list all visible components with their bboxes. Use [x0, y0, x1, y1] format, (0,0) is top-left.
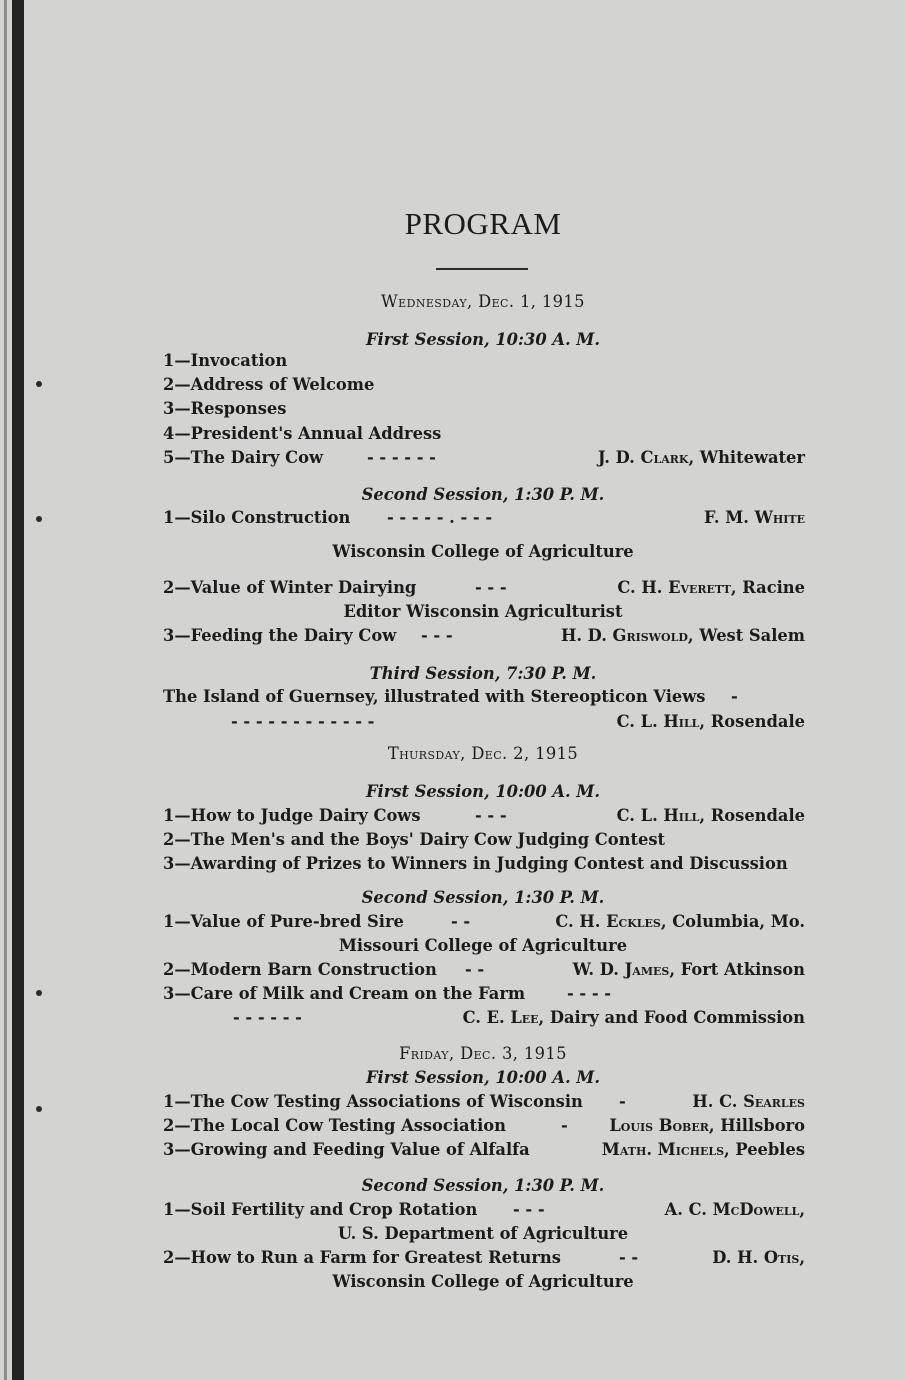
speaker-name: Louis Bober [609, 1116, 709, 1135]
affiliation: U. S. Department of Agriculture [337, 1224, 629, 1243]
speaker-name: C. L. Hill [616, 806, 700, 825]
program-item: 1—The Cow Testing Associations of Wisconsin - H. C. Searles [163, 1090, 805, 1114]
program-item: 3—Responses [163, 399, 287, 418]
program-item: 2—The Local Cow Testing Association - Louis Bober, Hillsboro [163, 1116, 805, 1135]
session-heading: First Session, 10:30 A. M. [366, 330, 600, 349]
program-item: 2—The Men's and the Boys' Dairy Cow Judging Contest [163, 830, 666, 849]
punch-hole [36, 516, 42, 522]
speaker-name: Math. Michels [601, 1140, 725, 1159]
speaker-name: A. C. McDowell, [664, 1200, 805, 1219]
speaker-name: H. C. Searles [692, 1092, 805, 1111]
affiliation: Wisconsin College of Agriculture [332, 542, 634, 561]
session-heading: Second Session, 1:30 P. M. [361, 485, 605, 504]
speaker-name: D. H. Otis, [712, 1248, 805, 1267]
day-heading-wednesday: Wednesday, Dec. 1, 1915 [381, 292, 585, 311]
speaker-name: W. D. James [572, 960, 670, 979]
speaker-name: H. D. Griswold [560, 626, 688, 645]
program-item: 2—How to Run a Farm for Greatest Returns - - D. H. Otis, [163, 1246, 805, 1270]
program-item: 1—How to Judge Dairy Cows - - - C. L. Hill, Rosendale [163, 806, 805, 825]
program-item: 1—Invocation [163, 351, 288, 370]
affiliation: Missouri College of Agriculture [338, 936, 628, 955]
program-item-continued: - - - - - - C. E. Lee, Dairy and Food Commission [233, 1008, 805, 1027]
program-item: 1—Value of Pure-bred Sire - - C. H. Eckles, Columbia, Mo. [163, 912, 805, 931]
program-item: 2—Modern Barn Construction - - W. D. James, Fort Atkinson [163, 960, 805, 979]
program-item: 1—Silo Construction - - - - - . - - - F. M. White [163, 506, 805, 530]
affiliation: Editor Wisconsin Agriculturist [343, 602, 623, 621]
program-item-continued: - - - - - - - - - - - - C. L. Hill, Rosendale [231, 712, 805, 731]
speaker-name: C. H. Eckles [555, 912, 661, 931]
program-item: 4—President's Annual Address [163, 424, 442, 443]
punch-hole [36, 381, 42, 387]
speaker-name: J. D. Clark [597, 448, 689, 467]
day-heading-friday: Friday, Dec. 3, 1915 [399, 1044, 567, 1063]
program-item: 5—The Dairy Cow - - - - - - J. D. Clark, Whitewater [163, 448, 805, 467]
program-item: 3—Awarding of Prizes to Winners in Judging Contest and Discussion [163, 854, 788, 873]
session-heading: Third Session, 7:30 P. M. [369, 664, 597, 683]
punch-hole [36, 1106, 42, 1112]
title-rule [436, 268, 528, 270]
affiliation: Wisconsin College of Agriculture [332, 1272, 634, 1291]
program-item: The Island of Guernsey, illustrated with Stereopticon Views - [163, 687, 738, 706]
day-heading-thursday: Thursday, Dec. 2, 1915 [387, 744, 579, 763]
speaker-name: C. E. Lee [462, 1008, 539, 1027]
speaker-name: F. M. White [703, 508, 805, 527]
program-item: 2—Value of Winter Dairying - - - C. H. Everett, Racine [163, 578, 805, 597]
session-heading: First Session, 10:00 A. M. [366, 782, 600, 801]
program-item: 2—Address of Welcome [163, 375, 375, 394]
program-item: 1—Soil Fertility and Crop Rotation - - - A. C. McDowell, [163, 1198, 805, 1222]
program-item: 3—Feeding the Dairy Cow - - - H. D. Griswold, West Salem [163, 626, 805, 645]
speaker-name: C. L. Hill [616, 712, 700, 731]
session-heading: Second Session, 1:30 P. M. [361, 888, 605, 907]
page-title: PROGRAM [404, 206, 562, 241]
speaker-name: C. H. Everett [617, 578, 731, 597]
program-item: 3—Care of Milk and Cream on the Farm - - - - [163, 984, 612, 1003]
program-item: 3—Growing and Feeding Value of Alfalfa Math. Michels, Peebles [163, 1140, 805, 1159]
session-heading: First Session, 10:00 A. M. [366, 1068, 600, 1087]
punch-hole [36, 990, 42, 996]
session-heading: Second Session, 1:30 P. M. [361, 1176, 605, 1195]
